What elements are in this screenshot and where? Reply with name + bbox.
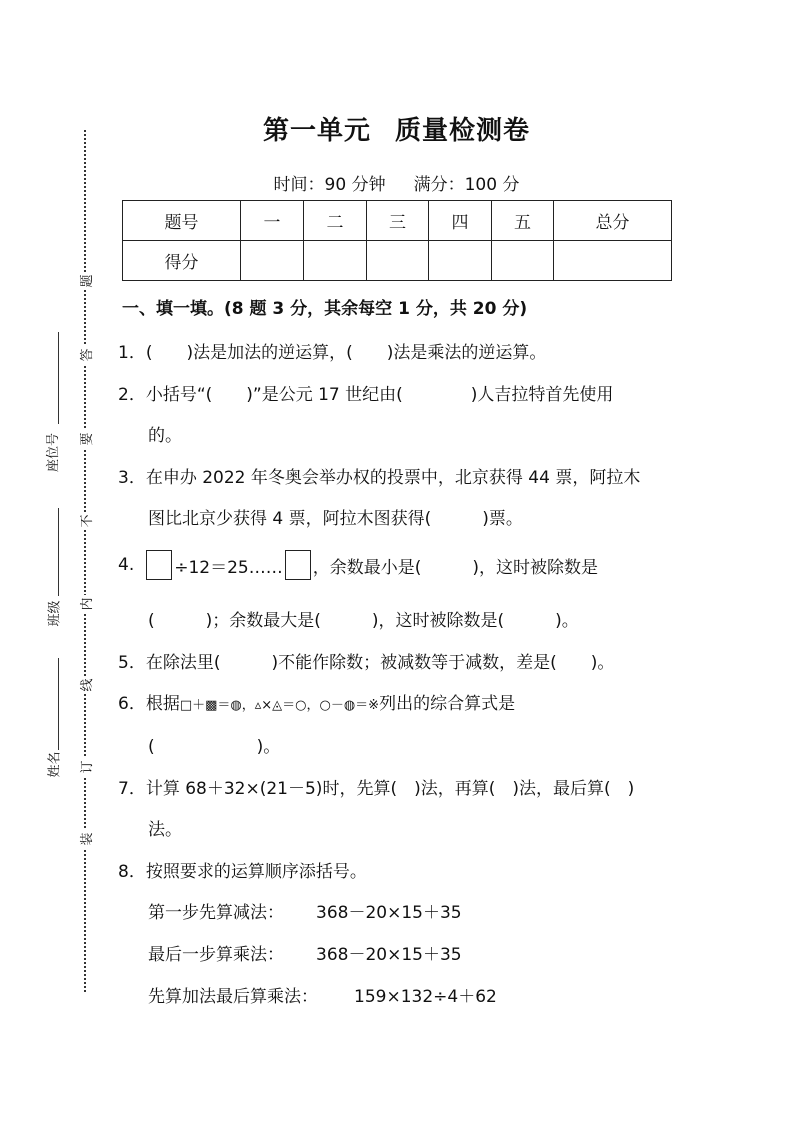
question-3-line-1: 3．在申办 2022 年冬奥会举办权的投票中，北京获得 44 票，阿拉木 [118, 468, 641, 488]
score-input-cell[interactable] [429, 241, 492, 281]
page-title [0, 110, 793, 147]
exam-info [0, 170, 793, 195]
binding-char: 内 [76, 595, 94, 613]
item-expression: 368－20×15＋35 [316, 903, 462, 923]
binding-char: 不 [76, 512, 94, 530]
question-4-line-1 [118, 550, 598, 580]
item-expression: 368－20×15＋35 [316, 945, 462, 965]
question-6-suffix: 列出的综合算式是 [379, 694, 516, 714]
item-label: 先算加法最后算乘法： [148, 987, 318, 1007]
binding-dotted-line [84, 130, 86, 992]
exam-full-score: 满分：100 分 [413, 175, 520, 195]
score-table [122, 200, 672, 281]
score-input-cell[interactable] [492, 241, 554, 281]
score-table-score-row [123, 241, 672, 281]
class-blank[interactable] [58, 508, 59, 596]
question-8-item [148, 940, 462, 965]
question-4-line-2: ( )；余数最大是( )，这时被除数是( )。 [148, 611, 579, 631]
question-7-line-2: 法。 [148, 820, 182, 840]
title-unit: 第一单元 [262, 116, 371, 146]
seat-number-label: 座位号 [46, 432, 62, 473]
score-input-cell[interactable] [367, 241, 429, 281]
table-cell: 四 [429, 201, 492, 241]
class-label: 班级 [47, 600, 63, 627]
score-input-cell[interactable] [554, 241, 672, 281]
question-1: 1．( )法是加法的逆运算，( )法是乘法的逆运算。 [118, 343, 547, 363]
score-table-header-row [123, 201, 672, 241]
score-input-cell[interactable] [304, 241, 367, 281]
question-number: 4. [118, 555, 135, 575]
name-label: 姓名 [47, 751, 63, 778]
table-cell: 三 [367, 201, 429, 241]
question-2-line-1: 2．小括号“( )”是公元 17 世纪由( )人吉拉特首先使用 [118, 385, 614, 405]
binding-char: 题 [76, 272, 94, 290]
table-cell: 题号 [123, 201, 241, 241]
table-cell: 五 [492, 201, 554, 241]
exam-time: 时间：90 分钟 [273, 175, 386, 195]
question-4-text: ，余数最小是( )，这时被除数是 [312, 557, 599, 578]
answer-box[interactable] [285, 550, 311, 580]
binding-char: 答 [76, 346, 94, 364]
question-6-prefix: 6．根据 [118, 694, 180, 714]
table-cell: 二 [304, 201, 367, 241]
question-2-line-2: 的。 [148, 426, 182, 446]
score-input-cell[interactable] [241, 241, 304, 281]
table-cell: 得分 [123, 241, 241, 281]
binding-char: 订 [76, 758, 94, 776]
table-cell: 一 [241, 201, 304, 241]
item-label: 第一步先算减法： [148, 903, 284, 923]
section-heading: 一、填一填。(8 题 3 分，其余每空 1 分，共 20 分) [122, 299, 528, 319]
question-5: 5．在除法里( )不能作除数；被减数等于减数，差是( )。 [118, 653, 615, 673]
question-8: 8．按照要求的运算顺序添括号。 [118, 862, 367, 882]
question-8-item [148, 982, 497, 1007]
item-label: 最后一步算乘法： [148, 945, 284, 965]
question-6-formula: □＋▩＝◍，▵×◬＝○，○－◍＝※ [179, 698, 380, 713]
question-6-line-2: ( )。 [148, 737, 281, 757]
seat-number-blank[interactable] [58, 332, 59, 424]
question-4-expression: ÷12＝25…… [174, 557, 283, 578]
question-8-item [148, 898, 462, 923]
binding-char: 要 [76, 430, 94, 448]
binding-char: 线 [76, 676, 94, 694]
title-name: 质量检测卷 [395, 116, 531, 146]
name-blank[interactable] [58, 658, 59, 750]
binding-char: 装 [76, 830, 94, 848]
item-expression: 159×132÷4＋62 [354, 987, 497, 1007]
question-6-line-1 [118, 689, 515, 714]
table-cell: 总分 [554, 201, 672, 241]
answer-box[interactable] [146, 550, 172, 580]
question-3-line-2: 图比北京少获得 4 票，阿拉木图获得( )票。 [148, 509, 523, 529]
question-7-line-1: 7．计算 68＋32×(21－5)时，先算( )法，再算( )法，最后算( ) [118, 779, 635, 799]
